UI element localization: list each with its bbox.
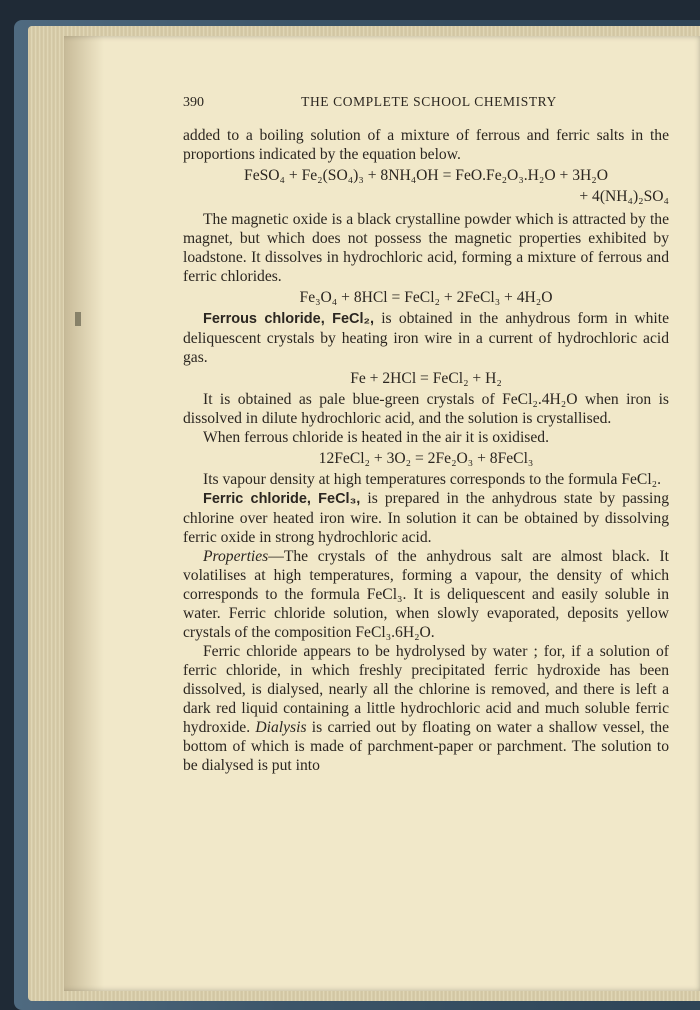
paragraph-oxidised: When ferrous chloride is heated in the air it is oxidised. (203, 429, 549, 446)
equation-1-line-2: + 4(NH₄)₂SO₄ (579, 188, 669, 205)
equation-4: 12FeCl₂ + 3O₂ = 2Fe₂O₃ + 8FeCl₃ (318, 450, 534, 467)
page-header (183, 92, 669, 112)
ferric-text: is prepared in the anhydrous state by passing chlorine over heated iron wire. In solution it can be obtained by dissolving ferric oxide in strong hydrochloric acid. (183, 490, 669, 546)
paragraph-intro: added to a boiling solution of a mixture of ferrous and ferric salts in the proportions indicated by the equation below. (183, 127, 669, 163)
term-properties: Properties (203, 548, 269, 565)
term-ferric-chloride: Ferric chloride, FeCl₃, (203, 491, 361, 507)
paragraph-ferrous-chloride (183, 309, 669, 367)
paragraph-hydrolysis (183, 642, 669, 775)
equation-3: Fe + 2HCl = FeCl₂ + H₂ (350, 370, 502, 387)
term-ferrous-chloride: Ferrous chloride, FeCl₂, (203, 311, 374, 327)
paragraph-magnetic-oxide: The magnetic oxide is a black crystalline powder which is attracted by the magnet, but which does not possess the magnetic properties exhibited by loadstone. It dissolves in hydrochloric acid, forming a mixture of ferrous and ferric chlorides. (183, 211, 669, 285)
paragraph-properties (183, 547, 669, 642)
equation-2: Fe₃O₄ + 8HCl = FeCl₂ + 2FeCl₃ + 4H₂O (299, 289, 553, 306)
paragraph-pale-crystals: It is obtained as pale blue-green crystals of FeCl₂.4H₂O when iron is dissolved in dilute hydrochloric acid, and the solution is crystallised. (183, 391, 669, 427)
equation-1-line-1: FeSO₄ + Fe₂(SO₄)₃ + 8NH₄OH = FeO.Fe₂O₃.H₂O + 3H₂O (244, 167, 608, 184)
paragraph-ferric-chloride (183, 489, 669, 547)
hydrolysis-text-2: is carried out by floating on water a shallow vessel, the bottom of which is made of parchment-paper or parchment. The solution to be dialysed is put into (183, 719, 669, 774)
running-head: THE COMPLETE SCHOOL CHEMISTRY (301, 94, 557, 109)
properties-text: —The crystals of the anhydrous salt are almost black. It volatilises at high temperatures, forming a vapour, the density of which corresponds to the formula FeCl₃. It is deliquescent and easily soluble in water. Ferric chloride solution, when slowly evaporated, deposits yellow crystals of the composition FeCl₃.6H₂O. (183, 548, 669, 641)
term-dialysis: Dialysis (255, 719, 307, 736)
page-number: 390 (183, 95, 204, 110)
paragraph-vapour-density: Its vapour density at high temperatures corresponds to the formula FeCl₂. (203, 471, 661, 488)
page-text (183, 92, 669, 775)
margin-mark (75, 312, 81, 326)
ferrous-text: is obtained in the anhydrous form in white deliquescent crystals by heating iron wire in a current of hydrochloric acid gas. (183, 310, 669, 366)
hydrolysis-text-1: Ferric chloride appears to be hydrolysed by water ; for, if a solution of ferric chloride, in which freshly precipitated ferric hydroxide has been dissolved, is dialysed, nearly all the chlorine is removed, and there is left a dark red liquid containing a little hydrochloric acid and much soluble ferric hydroxide. (183, 643, 669, 736)
